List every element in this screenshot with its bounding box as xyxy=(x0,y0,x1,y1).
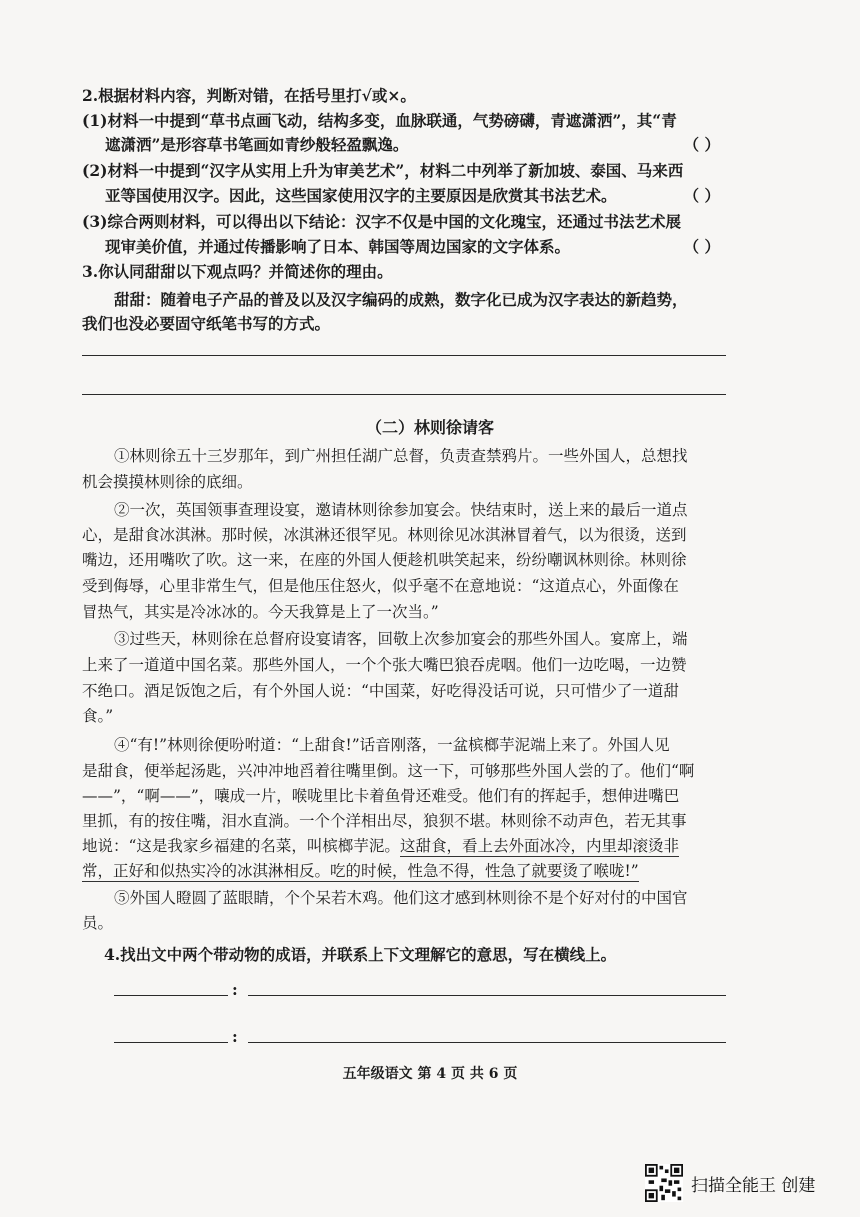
q3-quote-line2: 我们也没必要固守纸笔书写的方式。 xyxy=(82,314,331,333)
q2-item3-line1: (3)综合两则材料，可以得出以下结论：汉字不仅是中国的文化瑰宝，还通过书法艺术展 xyxy=(82,212,681,231)
colon: : xyxy=(232,980,238,999)
story-p1-line: 机会摸摸林则徐的底细。 xyxy=(82,473,253,491)
q4-heading: 4.找出文中两个带动物的成语，并联系上下文理解它的意思，写在横线上。 xyxy=(104,945,617,964)
story-p4-line: ——”，“啊——”，嚷成一片，喉咙里比卡着鱼骨还难受。他们有的挥起手，想伸进嘴巴 xyxy=(82,787,680,805)
story-p4-line xyxy=(82,836,860,856)
q2-item1-text: 遮潇洒”是形容草书笔画如青纱般轻盈飘逸。 xyxy=(105,135,409,154)
q2-heading: 2.根据材料内容，判断对错，在括号里打√或×。 xyxy=(82,86,416,105)
story-p3-line: 不绝口。酒足饭饱之后，有个外国人说：“中国菜，好吃得没话可说，只可惜少了一道甜 xyxy=(82,682,679,700)
watermark-text: 扫描全能王 创建 xyxy=(691,1175,816,1196)
story-p2-line: ②一次，英国领事查理设宴，邀请林则徐参加宴会。快结束时，送上来的最后一道点 xyxy=(114,501,688,519)
page-footer: 五年级语文 第 4 页 共 6 页 xyxy=(342,1066,518,1082)
story-title: （二）林则徐请客 xyxy=(365,418,494,437)
idiom-answer-line[interactable] xyxy=(114,1042,228,1043)
story-p4-line: 里抓，有的按住嘴，泪水直淌。一个个洋相出尽，狼狈不堪。林则徐不动声色，若无其事 xyxy=(82,812,687,830)
story-p3-line: 上来了一道道中国名菜。那些外国人，一个个张大嘴巴狼吞虎咽。他们一边吃喝，一边赞 xyxy=(82,656,687,674)
story-p5-line: 员。 xyxy=(82,914,114,932)
story-p3-line: 食。” xyxy=(82,707,114,725)
q2-item2-line2 xyxy=(105,186,720,206)
scanner-watermark xyxy=(645,1163,845,1203)
answer-line[interactable] xyxy=(82,355,726,356)
q2-item1-line1: (1)材料一中提到“草书点画飞动，结构多变，血脉联通，气势磅礴，青遮潇洒”，其“青 xyxy=(82,111,677,130)
qr-code-icon xyxy=(645,1164,683,1202)
underlined-sentence: 常，正好和似热实冷的冰淇淋相反。吃的时候，性急不得，性急了就要烫了喉咙!” xyxy=(82,862,639,880)
meaning-answer-line[interactable] xyxy=(248,995,726,996)
story-p4-line: ④“有!”林则徐便吩咐道：“上甜食!”话音刚落，一盆槟榔芋泥端上来了。外国人见 xyxy=(114,736,670,754)
q2-item2-line1: (2)材料一中提到“汉字从实用上升为审美艺术”，材料二中列举了新加坡、泰国、马来西 xyxy=(82,161,684,180)
colon: : xyxy=(232,1027,238,1046)
q3-heading: 3.你认同甜甜以下观点吗？并简述你的理由。 xyxy=(82,262,393,281)
story-p2-line: 心，是甜食冰淇淋。那时候，冰淇淋还很罕见。林则徐见冰淇淋冒着气，以为很烫，送到 xyxy=(82,526,687,544)
answer-bracket[interactable]: （ ） xyxy=(683,186,720,205)
q2-item3-text: 现审美价值，并通过传播影响了日本、韩国等周边国家的文字体系。 xyxy=(105,237,571,256)
underlined-sentence: 这甜食，看上去外面冰冷，内里却滚烫非 xyxy=(399,837,679,855)
answer-line[interactable] xyxy=(82,394,726,395)
idiom-answer-line[interactable] xyxy=(114,995,228,996)
q2-item1-line2 xyxy=(105,135,720,155)
story-p3-line: ③过些天，林则徐在总督府设宴请客，回敬上次参加宴会的那些外国人。宴席上，端 xyxy=(114,630,688,648)
q2-item2-text: 亚等国使用汉字。因此，这些国家使用汉字的主要原因是欣赏其书法艺术。 xyxy=(105,186,617,205)
meaning-answer-line[interactable] xyxy=(248,1042,726,1043)
story-p2-line: 冒热气，其实是冷冰冰的。今天我算是上了一次当。” xyxy=(82,603,439,621)
story-p4-line: 是甜食，便举起汤匙，兴冲冲地舀着往嘴里倒。这一下，可够那些外国人尝的了。他们“啊 xyxy=(82,762,695,780)
q2-item3-line2 xyxy=(105,237,720,257)
story-p4-plain-text: 地说：“这是我家乡福建的名菜，叫槟榔芋泥。 xyxy=(82,837,400,855)
story-p4-line xyxy=(82,861,860,881)
story-p2-line: 受到侮辱，心里非常生气，但是他压住怒火，似乎毫不在意地说：“这道点心，外面像在 xyxy=(82,577,679,595)
story-p5-line: ⑤外国人瞪圆了蓝眼睛，个个呆若木鸡。他们这才感到林则徐不是个好对付的中国官 xyxy=(114,889,688,907)
answer-bracket[interactable]: （ ） xyxy=(683,237,720,256)
q3-quote-line1: 甜甜：随着电子产品的普及以及汉字编码的成熟，数字化已成为汉字表达的新趋势， xyxy=(114,290,688,309)
story-p1-line: ①林则徐五十三岁那年，到广州担任湖广总督，负责查禁鸦片。一些外国人，总想找 xyxy=(114,447,688,465)
story-p2-line: 嘴边，还用嘴吹了吹。这一来，在座的外国人便趁机哄笑起来，纷纷嘲讽林则徐。林则徐 xyxy=(82,551,687,569)
answer-bracket[interactable]: （ ） xyxy=(683,135,720,154)
